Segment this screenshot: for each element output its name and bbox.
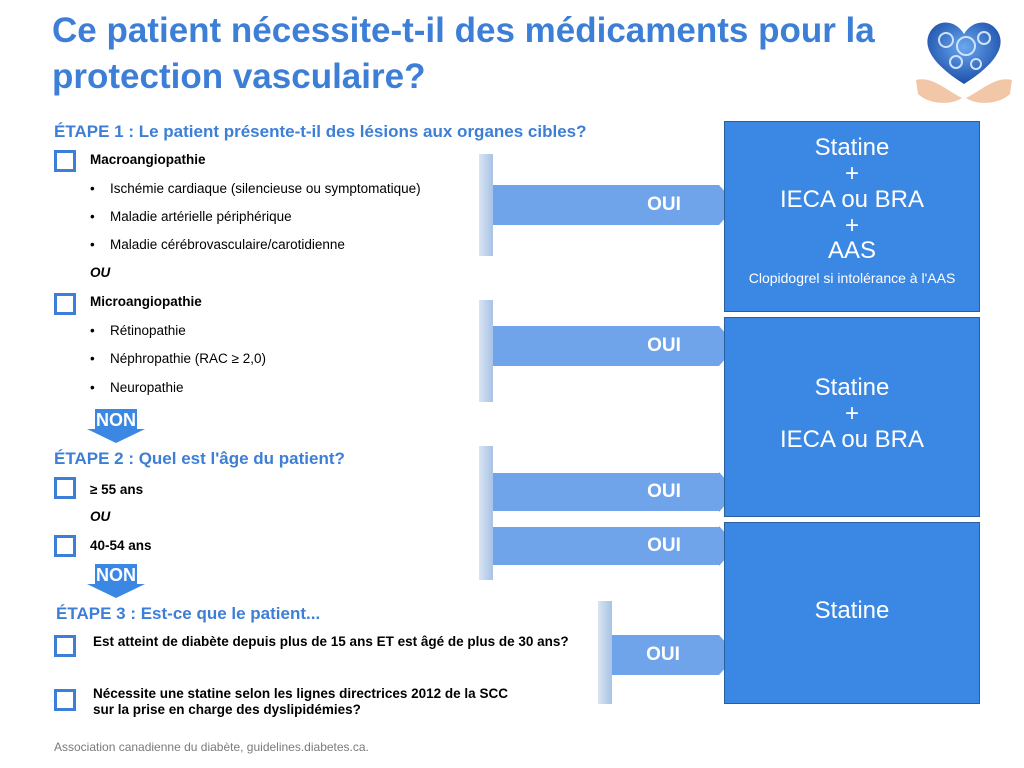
non-arrow-2 xyxy=(87,564,145,598)
oui-arrow-5 xyxy=(598,601,737,704)
box1-plus2: + xyxy=(844,212,859,239)
heart-gears-logo-icon xyxy=(912,6,1016,116)
oui-label-1: OUI xyxy=(647,194,681,215)
footer-source: Association canadienne du diabète, guidelines.diabetes.ca. xyxy=(54,740,369,754)
oui-label-4: OUI xyxy=(647,535,681,556)
oui-arrow-2 xyxy=(479,300,737,402)
box3-line1: Statine xyxy=(814,597,890,624)
micro-item-2: • Néphropathie (RAC ≥ 2,0) xyxy=(90,351,266,366)
oui-label-3: OUI xyxy=(647,481,681,502)
oui-label-2: OUI xyxy=(647,335,681,356)
box1-line2: IECA ou BRA xyxy=(779,186,925,213)
step3-heading: ÉTAPE 3 : Est-ce que le patient... xyxy=(56,604,321,623)
age40-label: 40-54 ans xyxy=(90,538,152,553)
box2-line2: IECA ou BRA xyxy=(779,426,925,453)
diabetes-duration-checkbox[interactable] xyxy=(54,635,76,657)
macro-item-3: • Maladie cérébrovasculaire/carotidienne xyxy=(90,237,345,252)
box2-line1: Statine xyxy=(814,374,890,401)
result-box-3 xyxy=(724,522,980,704)
page-title: Ce patient nécessite-t-il des médicaments pour la protection vasculaire? xyxy=(52,11,875,96)
macro-item-2: • Maladie artérielle périphérique xyxy=(90,209,292,224)
micro-item-1: • Rétinopathie xyxy=(90,323,186,338)
non-label-2: NON xyxy=(96,565,136,585)
diabetes-duration-label: Est atteint de diabète depuis plus de 15 ans ET est âgé de plus de 30 ans? xyxy=(93,634,569,649)
or-label-step2: OU xyxy=(90,509,111,524)
or-label-step1: OU xyxy=(90,265,111,280)
result-box-1 xyxy=(724,121,980,312)
age40-checkbox[interactable] xyxy=(54,535,76,557)
macro-item-1: • Ischémie cardiaque (silencieuse ou symptomatique) xyxy=(90,181,421,196)
age55-checkbox[interactable] xyxy=(54,477,76,499)
micro-item-3: • Neuropathie xyxy=(90,380,184,395)
oui-label-5: OUI xyxy=(646,644,680,665)
non-arrow-1 xyxy=(87,409,145,443)
box2-plus1: + xyxy=(844,400,859,427)
statin-guideline-checkbox[interactable] xyxy=(54,689,76,711)
macro-checkbox[interactable] xyxy=(54,150,76,172)
box1-note: Clopidogrel si intolérance à l'AAS xyxy=(748,270,956,286)
oui-arrow-4 xyxy=(479,523,737,580)
age55-label: ≥ 55 ans xyxy=(90,482,144,497)
micro-checkbox[interactable] xyxy=(54,293,76,315)
step1-heading: ÉTAPE 1 : Le patient présente-t-il des lésions aux organes cibles? xyxy=(54,122,587,141)
step2-heading: ÉTAPE 2 : Quel est l'âge du patient? xyxy=(54,449,345,468)
statin-guideline-label: Nécessite une statine selon les lignes directrices 2012 de la SCC sur la prise en charge des dyslipidémies? xyxy=(93,686,508,717)
macro-label: Macroangiopathie xyxy=(90,152,206,167)
non-label-1: NON xyxy=(96,410,136,430)
box1-line1: Statine xyxy=(814,134,890,161)
oui-arrow-1 xyxy=(479,154,737,256)
result-box-2 xyxy=(724,317,980,517)
box1-plus1: + xyxy=(844,160,859,187)
box1-line3: AAS xyxy=(827,237,877,264)
micro-label: Microangiopathie xyxy=(90,294,202,309)
